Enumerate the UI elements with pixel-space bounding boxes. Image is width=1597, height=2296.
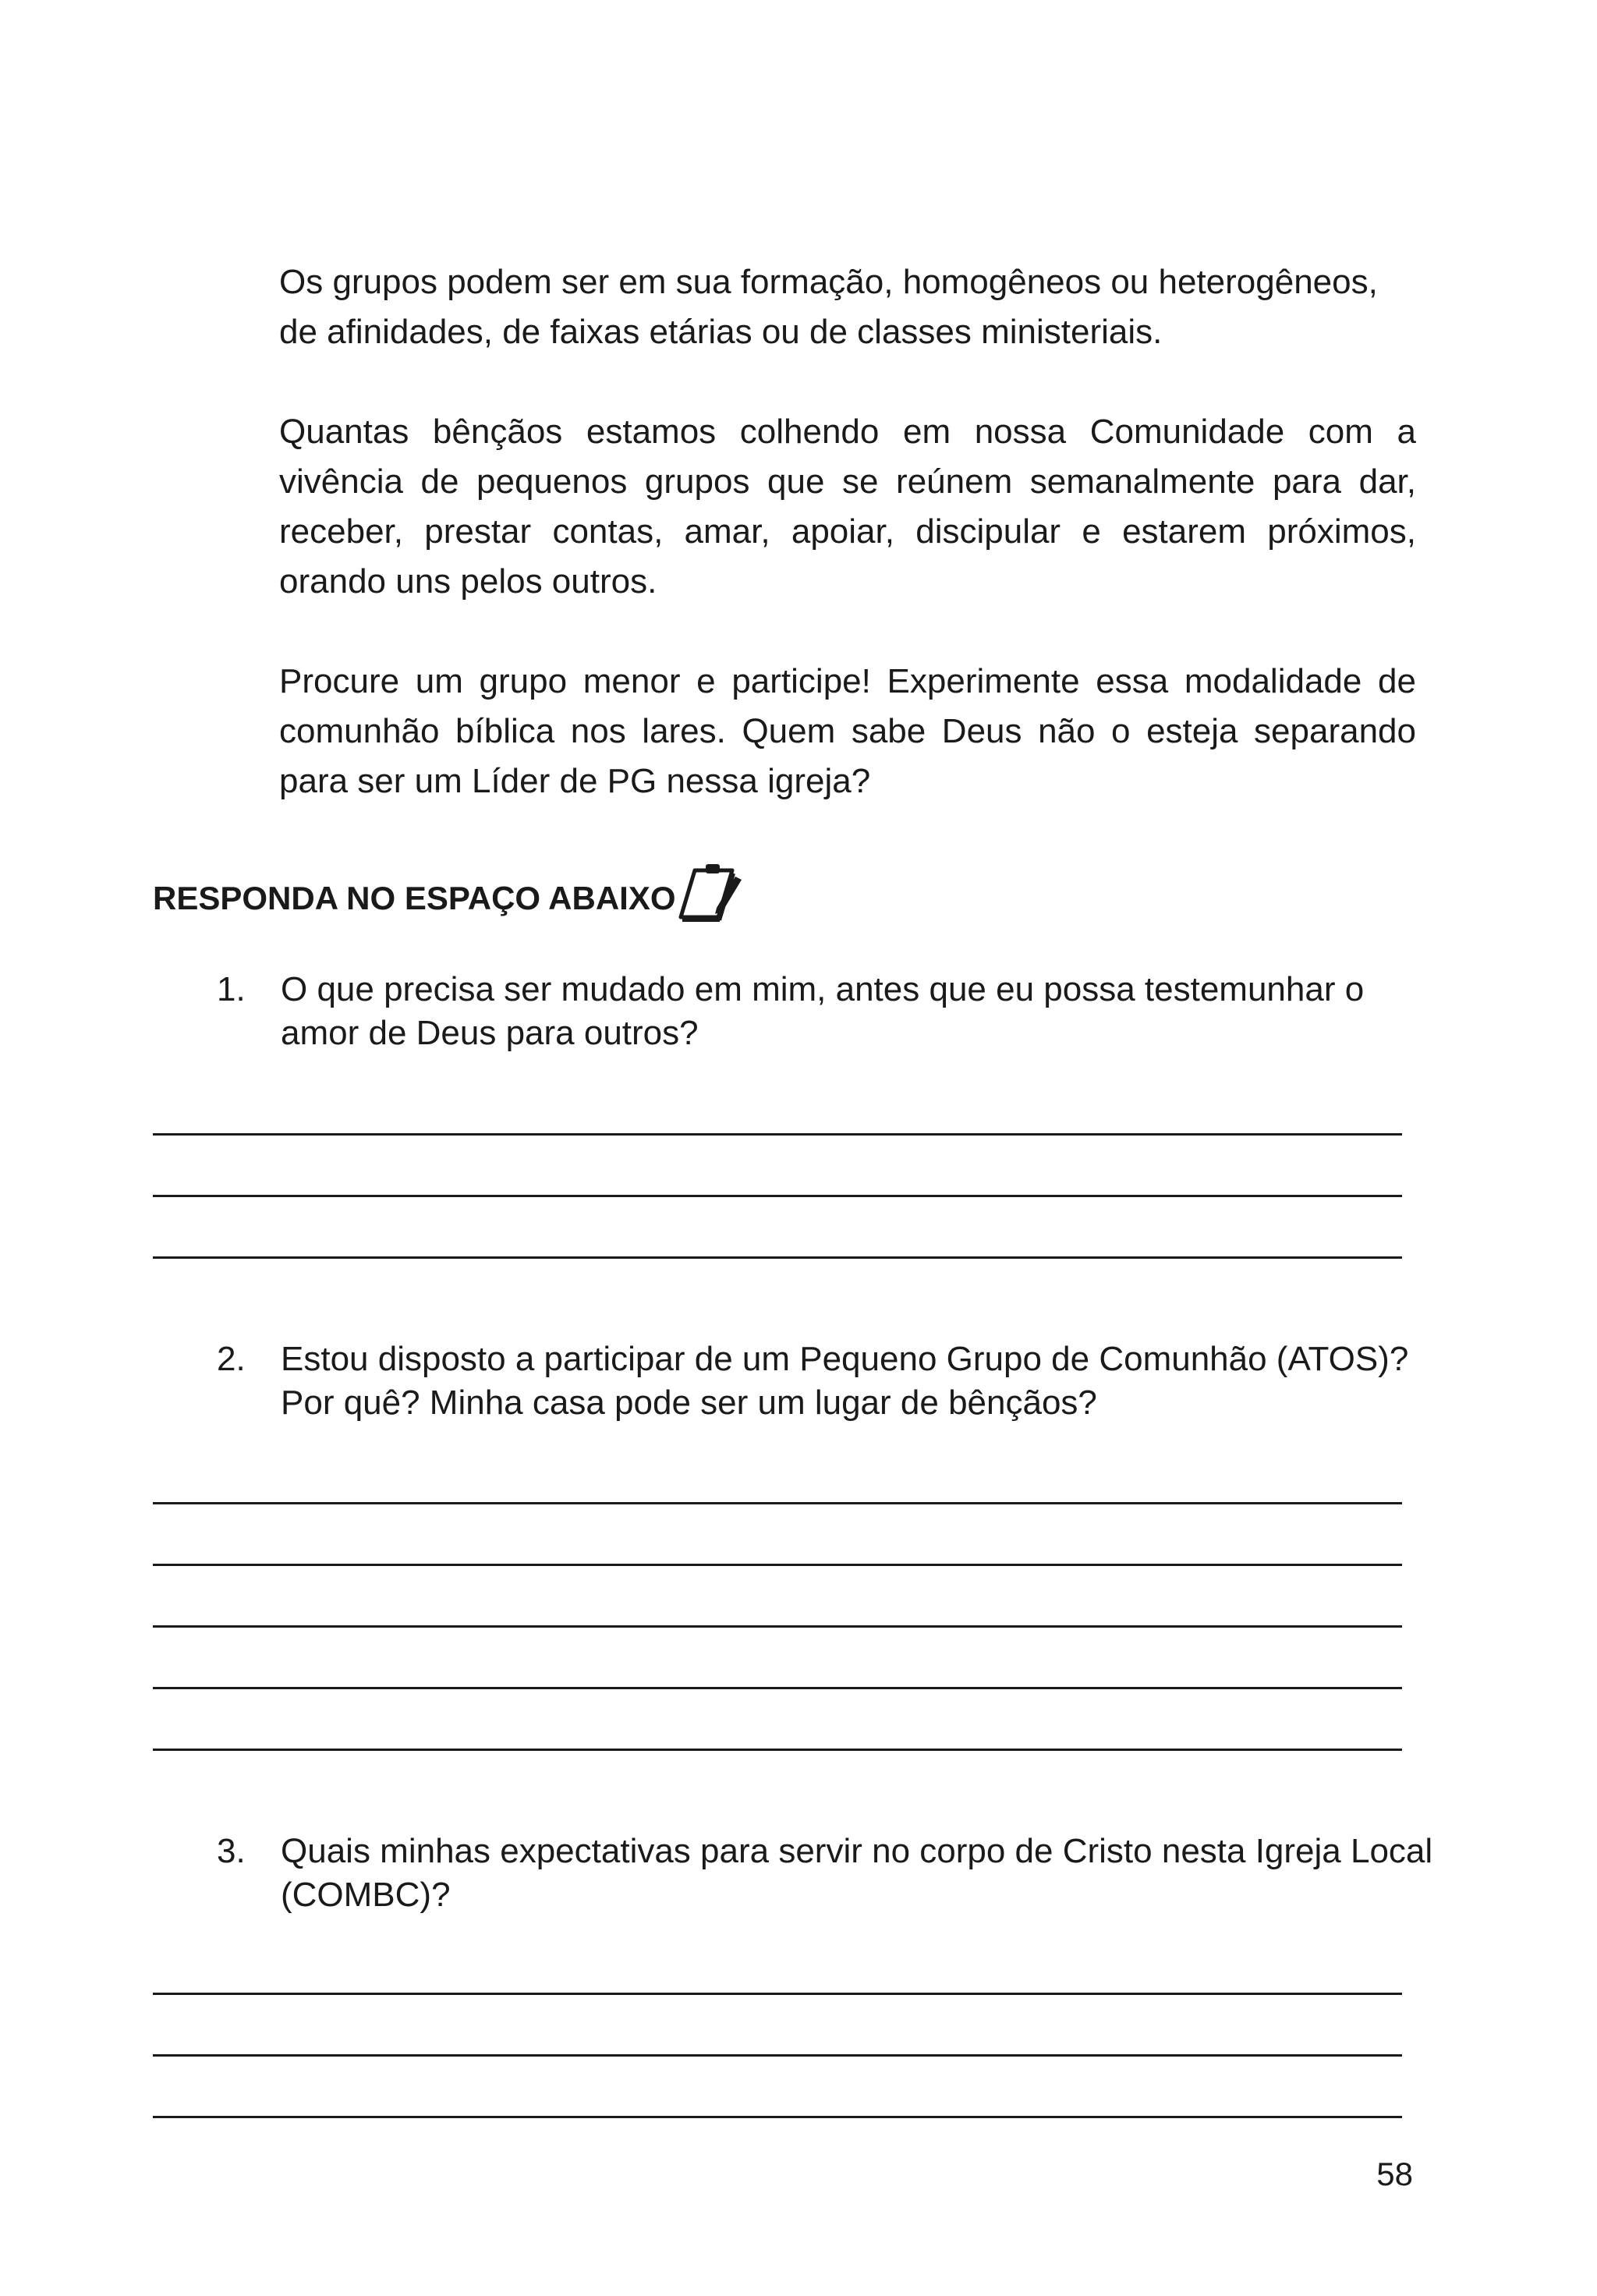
answer-line[interactable] (153, 1564, 1402, 1566)
clipboard-pencil-icon (678, 863, 745, 923)
question-number: 2. (217, 1340, 246, 1378)
question-text: Quais minhas expectativas para servir no corpo de Cristo nesta Igreja Local (COMBC)? (281, 1832, 1433, 1914)
answer-line[interactable] (153, 1195, 1402, 1197)
answer-line[interactable] (153, 1502, 1402, 1504)
paragraph-blessings (279, 407, 1416, 607)
question-number: 1. (217, 970, 246, 1008)
answer-line[interactable] (153, 1133, 1402, 1136)
answer-line[interactable] (153, 1256, 1402, 1259)
question-text: O que precisa ser mudado em mim, antes que eu possa testemunhar o amor de Deus para outros? (281, 970, 1365, 1052)
answer-line[interactable] (153, 2054, 1402, 2057)
question-1 (217, 968, 1433, 1055)
question-number: 3. (217, 1832, 246, 1870)
paragraph-text: Os grupos podem ser em sua formação, homogêneos ou heterogêneos, de afinidades, de faixas etárias ou de classes ministeriais. (279, 263, 1378, 351)
answer-line[interactable] (153, 1687, 1402, 1689)
paragraph-text: Procure um grupo menor e participe! Experimente essa modalidade de comunhão bíblica nos lares. Quem sabe Deus não o esteja separando para ser um Líder de PG nessa igreja? (279, 662, 1416, 800)
question-text: Estou disposto a participar de um Pequeno Grupo de Comunhão (ATOS)? Por quê? Minha casa pode ser um lugar de bênçãos? (281, 1340, 1409, 1422)
answer-line[interactable] (153, 1993, 1402, 1995)
section-heading-text: RESPONDA NO ESPAÇO ABAIXO (153, 880, 676, 916)
paragraph-text: Quantas bênçãos estamos colhendo em nossa Comunidade com a vivência de pequenos grupos que se reúnem semanalmente para dar, receber, prestar contas, amar, apoiar, discipular e estarem próximos, orando uns pelos outros. (279, 413, 1416, 601)
page-number: 58 (1376, 2156, 1413, 2192)
paragraph-group-formation (279, 257, 1416, 357)
answer-line[interactable] (153, 2116, 1402, 2118)
answer-line[interactable] (153, 1749, 1402, 1751)
section-heading (153, 873, 745, 923)
answer-line[interactable] (153, 1625, 1402, 1628)
paragraph-invitation (279, 657, 1416, 806)
question-3 (217, 1830, 1433, 1917)
question-2 (217, 1338, 1433, 1425)
